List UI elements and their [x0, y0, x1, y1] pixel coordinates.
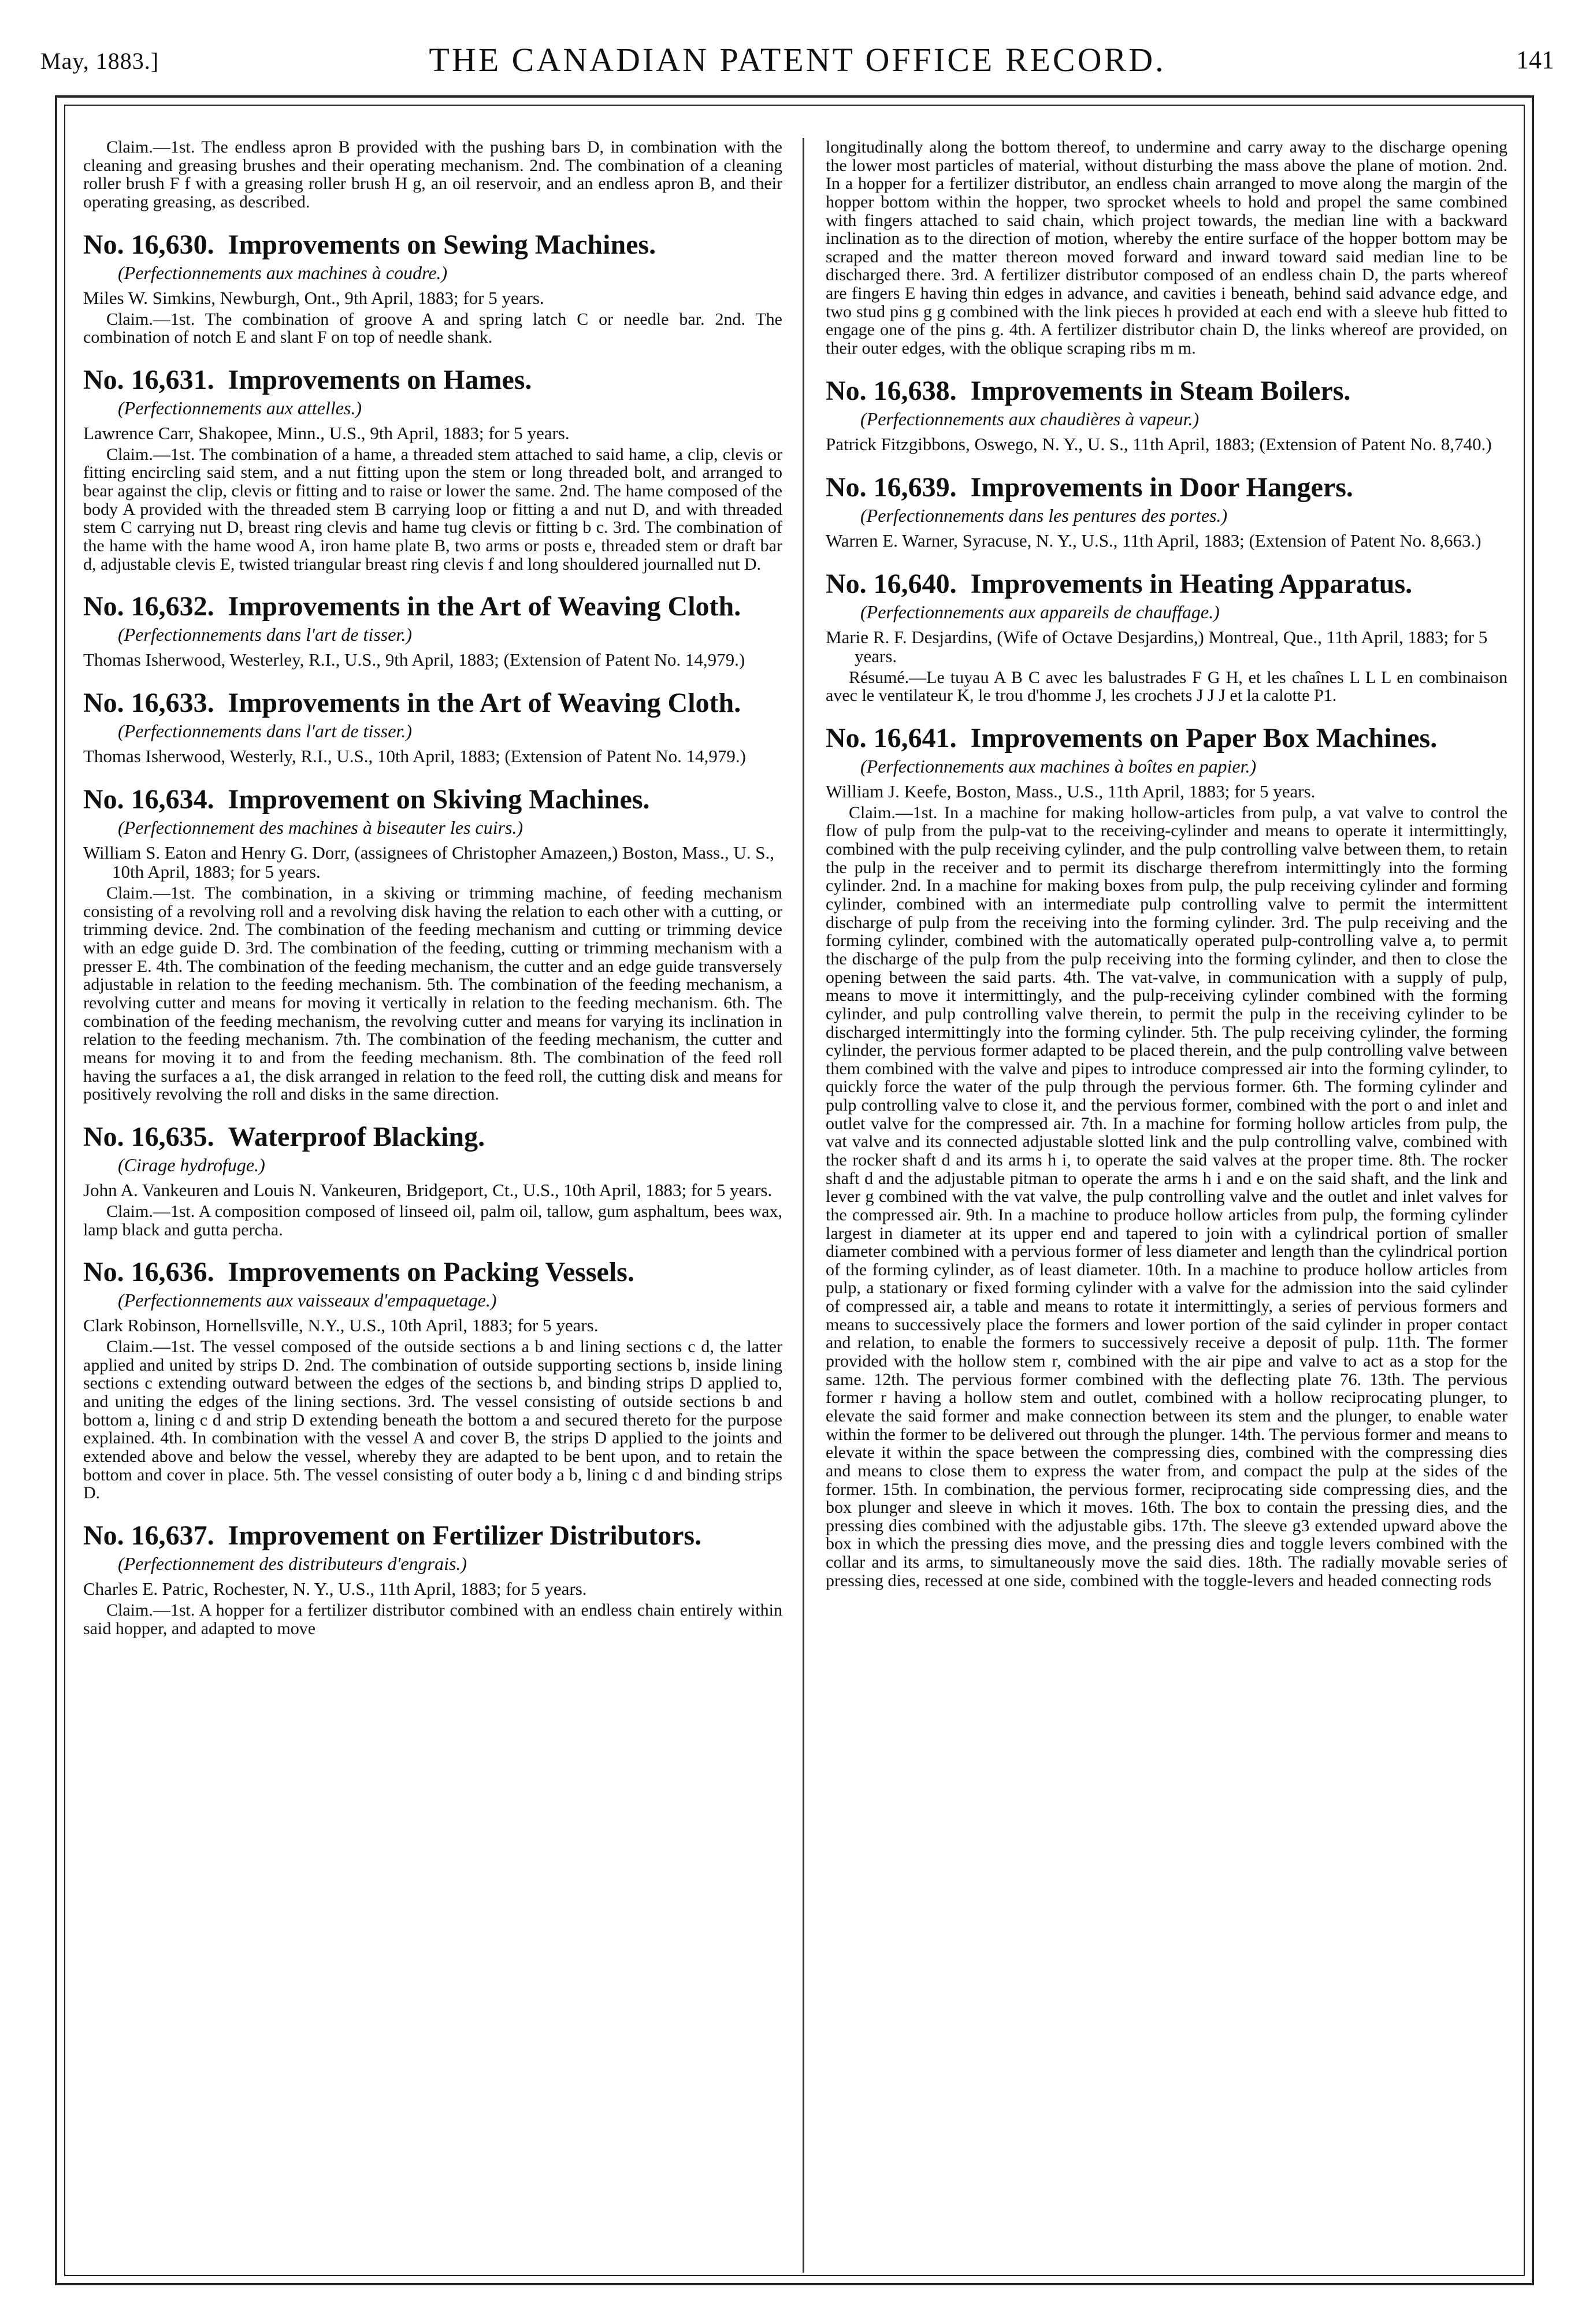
french-title: (Perfectionnements dans l'art de tisser.) [118, 721, 412, 742]
patent-entry [83, 689, 782, 766]
right-entries [826, 377, 1507, 1590]
claim-text: Claim.—1st. A hopper for a fertilizer distributor combined with an endless chain entirely within said hopper, and adapted to move [83, 1600, 782, 1638]
applicant-line: Miles W. Simkins, Newburgh, Ont., 9th April, 1883; for 5 years. [83, 287, 544, 308]
patent-heading [83, 593, 782, 621]
applicant-line: John A. Vankeuren and Louis N. Vankeuren, Bridgeport, Ct., U.S., 10th April, 1883; for 5 years. [83, 1180, 773, 1201]
french-title: (Cirage hydrofuge.) [118, 1154, 265, 1175]
patent-number: No. 16,635. [83, 1121, 214, 1152]
patent-number: No. 16,633. [83, 688, 214, 719]
patent-entry [83, 593, 782, 670]
patent-entry [83, 786, 782, 1104]
patent-title: Improvements in the Art of Weaving Cloth. [228, 591, 741, 622]
applicant-line: Lawrence Carr, Shakopee, Minn., U.S., 9th April, 1883; for 5 years. [83, 422, 570, 443]
claim-text: Claim.—1st. The combination, in a skiving or trimming machine, of feeding mechanism consisting of a revolving roll and a revolving disk having the relation to each other with a cutting, or trimming device. 2nd. The combination of the feeding mechanism and cutting or trimming device with an edge guide D. 3rd. The combination of the feeding, cutting or trimming mechanism with a presser E. 4th. The combination of the feeding mechanism, the cutter and an edge guide transversely adjustable in relation to the feeding mechanism. 5th. The combination of the feeding mechanism, a revolving cutter and means for moving it vertically in relation to the feeding mechanism. 6th. The combination of the feeding mechanism, the revolving cutter and means for varying its inclination in relation to the feeding mechanism. 7th. The combination of the feeding mechanism, the cutter and means for moving it to and from the feeding mechanism. 8th. The combination of the feed roll having the surfaces a a1, the disk arranged in relation to the feed roll, the cutting disk and means for positively revolving the roll and disks in the same direction. [83, 883, 782, 1104]
intro-claim-entry [83, 138, 782, 211]
intro-claim-text: Claim.—1st. The endless apron B provided with the pushing bars D, in combination with the cleaning and greasing brushes and their operating mechanism. 2nd. The combination of a cleaning roller brush F f with a greasing roller brush H g, an oil reservoir, and an endless apron B, and their operating greasing, as described. [83, 138, 782, 211]
french-title: (Perfectionnements aux machines à coudre.) [118, 262, 448, 283]
patent-number: No. 16,630. [83, 229, 214, 260]
claim-text: Claim.—1st. A composition composed of linseed oil, palm oil, tallow, gum asphaltum, bees wax, lamp black and gutta percha. [83, 1201, 782, 1239]
claim-text: Claim.—1st. The vessel composed of the outside sections a b and lining sections c d, the latter applied and united by strips D. 2nd. The combination of outside supporting sections b, inside lining sections c extending outward between the edges of the sections b, and binding strips D applied to, and uniting the edges of the lining sections. 3rd. The vessel consisting of outside sections b and bottom a, lining c d and strip D extending beneath the bottom a and secured thereto for the purpose explained. 4th. In combination with the vessel A and cover B, the strips D applied to the joints and extended above and below the vessel, whereby they are adapted to be bent upon, and to retain the bottom and cover in place. 5th. The vessel consisting of outer body a b, lining c d and binding strips D. [83, 1337, 782, 1503]
applicant-line: Clark Robinson, Hornellsville, N.Y., U.S., 10th April, 1883; for 5 years. [83, 1315, 599, 1336]
patent-entry [826, 377, 1507, 454]
applicant-line: Thomas Isherwood, Westerley, R.I., U.S., 9th April, 1883; (Extension of Patent No. 14,979.) [83, 649, 745, 670]
patent-entry [826, 722, 1507, 1590]
applicant-line: Charles E. Patric, Rochester, N. Y., U.S., 11th April, 1883; for 5 years. [83, 1579, 587, 1599]
applicant-line: Thomas Isherwood, Westerly, R.I., U.S., 10th April, 1883; (Extension of Patent No. 14,979.) [83, 746, 746, 767]
column-divider [803, 138, 804, 2273]
claim-text: Claim.—1st. In a machine for making hollow-articles from pulp, a vat valve to control the flow of pulp from the pulp-vat to the receiving-cylinder and means to operate it intermittingly, combined with the pulp receiving cylinder, and the pulp controlling valve between them, to retain the pulp in the receiver and to permit its discharge therefrom intermittingly into the forming cylinder. 2nd. In a machine for making boxes from pulp, the pulp receiving cylinder and forming cylinder, combined with an intermediate pulp controlling valve to permit the intermittent discharge of pulp from the receiving into the forming cylinder. 3rd. The pulp receiving and the forming cylinder, combined with the automatically operated pulp-controlling valve a, to permit the discharge of the pulp from the pulp receiving into the forming cylinder, and then to close the opening between the said parts. 4th. The vat-valve, in communication with a supply of pulp, means to move it intermittingly, and the pulp-receiving cylinder combined with the forming cylinder, and pulp controlling valve therein, to permit the pulp in the receiving cylinder to be discharged intermittingly into the forming cylinder. 5th. The pulp receiving cylinder, the forming cylinder, the pervious former adapted to be placed therein, and the pulp controlling valve between them combined with the valve and pipes to introduce compressed air into the forming cylinder, to quickly force the water of the pulp through the pervious former. 6th. The forming cylinder and pulp controlling valve to close it, and the pervious former, combined with the port o and inlet and outlet valve for the compressed air. 7th. In a machine for forming hollow articles from pulp, the vat valve and its connected adjustable slotted link and the pulp controlling valve, combined with the rocker shaft d and its arms h i, to operate the said valves at the proper time. 8th. The rocker shaft d and the adjustable pitman to operate the arms h i and e on the said shaft, and the link and lever g combined with the vat valve, the pulp controlling valve and the outlet and inlet valves for the compressed air. 9th. In a machine to produce hollow articles from pulp, the forming cylinder largest in diameter at its upper end and tapered to join with a cylindrical portion of smaller diameter combined with a pervious former of less diameter and length than the cylindrical portion of the forming cylinder, as of least diameter. 10th. In a machine to produce hollow articles from pulp, a stationary or fixed forming cylinder with a valve for the admission into the said cylinder of compressed air, a table and means to rotate it intermittingly, a series of pervious formers and means to successively place the formers and lower portion of the said cylinder in proper contact and relation, to enable the formers to successively receive a deposit of pulp. 11th. The former provided with the hollow stem r, combined with the air pipe and valve to act as a stop for the same. 12th. The pervious former combined with the deflecting plate 76. 13th. The pervious former r having a hollow stem and outlet, combined with a hollow reciprocating plunger, to elevate the said former and make connection between its stem and the plunger, to enable water within the former to be delivered out through the plunger. 14th. The pervious former and means to elevate it within the space between the compressing dies, combined with the compressing dies and means to close them to express the water from, and compact the pulp at the sides of the former. 15th. In combination, the pervious former, reciprocating side compressing dies, and the box plunger and sleeve in which it moves. 16th. The box to contain the pressing dies, and the pressing dies combined with the adjustable gibs. 17th. The sleeve g3 extended upward above the box in which the pressing dies move, and the pressing dies and toggle levers combined with the collar and its arms, to simultaneously move the said dies. 18th. The radially movable series of pressing dies, recessed at one side, combined with the toggle-levers and headed connecting rods [826, 803, 1507, 1590]
patent-title: Improvements on Packing Vessels. [228, 1257, 634, 1288]
patent-entry [83, 231, 782, 347]
patent-title: Waterproof Blacking. [228, 1121, 485, 1152]
patent-heading [83, 1258, 782, 1287]
patent-number: No. 16,638. [826, 375, 957, 406]
page-frame [55, 95, 1534, 2285]
applicant-line: William S. Eaton and Henry G. Dorr, (assignees of Christopher Amazeen,) Boston, Mass., U. S., 10th April, 1883; for 5 years. [83, 842, 774, 882]
patent-title: Improvements in Heating Apparatus. [970, 568, 1413, 599]
french-title: (Perfectionnement des distributeurs d'engrais.) [118, 1553, 467, 1574]
patent-title: Improvements in Steam Boilers. [970, 375, 1351, 406]
patent-heading [826, 570, 1507, 599]
right-column [826, 138, 1507, 1609]
patent-number: No. 16,632. [83, 591, 214, 622]
patent-number: No. 16,631. [83, 364, 214, 395]
patent-entry [83, 1522, 782, 1638]
patent-heading [83, 366, 782, 395]
patent-title: Improvements in Door Hangers. [970, 472, 1353, 503]
french-title: (Perfectionnements aux appareils de chauffage.) [860, 601, 1220, 622]
header-date: May, 1883.] [40, 48, 159, 74]
patent-number: No. 16,637. [83, 1520, 214, 1551]
patent-title: Improvement on Skiving Machines. [228, 784, 650, 815]
page-number: 141 [1516, 46, 1554, 74]
french-title: (Perfectionnements aux vaisseaux d'empaquetage.) [118, 1290, 497, 1311]
applicant-line: Warren E. Warner, Syracuse, N. Y., U.S., 11th April, 1883; (Extension of Patent No. 8,663.) [826, 530, 1481, 551]
patent-number: No. 16,639. [826, 472, 957, 503]
patent-number: No. 16,634. [83, 784, 214, 815]
patent-title: Improvements on Paper Box Machines. [970, 722, 1438, 753]
french-title: (Perfectionnements aux attelles.) [118, 397, 362, 418]
patent-heading [83, 786, 782, 814]
patent-entry [83, 366, 782, 573]
claim-text: Claim.—1st. The combination of groove A and spring latch C or needle bar. 2nd. The combination of notch E and slant F on top of needle shank. [83, 309, 782, 347]
french-title: (Perfectionnements aux chaudières à vapeur.) [860, 408, 1200, 429]
continuation-text: longitudinally along the bottom thereof, to undermine and carry away to the discharge opening the lower most particles of material, without disturbing the mass above the plane of motion. 2nd. In a hopper for a fertilizer distributor, an endless chain arranged to move along the margin of the hopper bottom within the hopper, two sprocket wheels to hold and propel the same combined with fingers attached to said chain, which project towards, the median line with a backward inclination as to the direction of motion, whereby the entire surface of the hopper bottom may be scraped and the matter thereon moved forward and inward toward said median line to be discharged there. 3rd. A fertilizer distributor composed of an endless chain D, the parts whereof are fingers E having thin edges in advance, and cavities i beneath, behind said advance edge, and two stud pins g g combined with the link pieces h provided at each end with a sleeve hub fitted to engage one of the pins g. 4th. A fertilizer distributor chain D, the links whereof are provided, on their outer edges, with the oblique scraping ribs m m. [826, 138, 1507, 358]
patent-entry [826, 570, 1507, 705]
page-header [40, 40, 1554, 92]
patent-entry [83, 1123, 782, 1239]
patent-heading [826, 377, 1507, 406]
patent-number: No. 16,640. [826, 568, 957, 599]
left-entries [83, 231, 782, 1638]
patent-entry [826, 474, 1507, 551]
patent-heading [83, 689, 782, 718]
continuation-entry [826, 138, 1507, 358]
patent-heading [83, 231, 782, 259]
french-title: (Perfectionnements aux machines à boîtes en papier.) [860, 755, 1257, 777]
applicant-line: Marie R. F. Desjardins, (Wife of Octave Desjardins,) Montreal, Que., 11th April, 1883; for 5 years. [826, 626, 1488, 666]
applicant-line: Patrick Fitzgibbons, Oswego, N. Y., U. S., 11th April, 1883; (Extension of Patent No. 8,740.) [826, 433, 1492, 454]
patent-heading [826, 474, 1507, 502]
claim-text: Résumé.—Le tuyau A B C avec les balustrades F G H, et les chaînes L L L en combinaison avec le ventilateur K, le trou d'homme J, les crochets J J J et la calotte P1. [826, 667, 1507, 706]
french-title: (Perfectionnement des machines à biseauter les cuirs.) [118, 817, 523, 838]
applicant-line: William J. Keefe, Boston, Mass., U.S., 11th April, 1883; for 5 years. [826, 781, 1316, 801]
french-title: (Perfectionnements dans les pentures des portes.) [860, 504, 1228, 526]
patent-title: Improvements on Hames. [228, 364, 532, 395]
patent-number: No. 16,636. [83, 1257, 214, 1288]
patent-heading [826, 722, 1507, 753]
claim-text: Claim.—1st. The combination of a hame, a threaded stem attached to said hame, a clip, clevis or fitting encircling said stem, and a nut fitting upon the stem or long threaded bolt, and arranged to bear against the clip, clevis or fitting and to raise or lower the same. 2nd. The hame composed of the body A provided with the threaded stem B carrying loop or fitting a and nut D, and with threaded stem C carrying nut D, breast ring clevis and hame tug clevis or fitting b c. 3rd. The combination of the hame with the hame wood A, iron hame plate B, two arms or posts e, threaded stem or draft bar d, adjustable clevis E, twisted triangular breast ring clevis f and long shouldered journalled nut D. [83, 444, 782, 574]
patent-heading [83, 1123, 782, 1152]
patent-title: Improvements on Sewing Machines. [228, 229, 656, 260]
patent-entry [83, 1258, 782, 1502]
patent-title: Improvements in the Art of Weaving Cloth. [228, 688, 741, 719]
patent-heading [83, 1522, 782, 1550]
french-title: (Perfectionnements dans l'art de tisser.) [118, 624, 412, 645]
patent-title: Improvement on Fertilizer Distributors. [228, 1520, 702, 1551]
left-column [83, 138, 782, 1657]
header-title: THE CANADIAN PATENT OFFICE RECORD. [429, 41, 1166, 79]
patent-number: No. 16,641. [826, 722, 957, 753]
